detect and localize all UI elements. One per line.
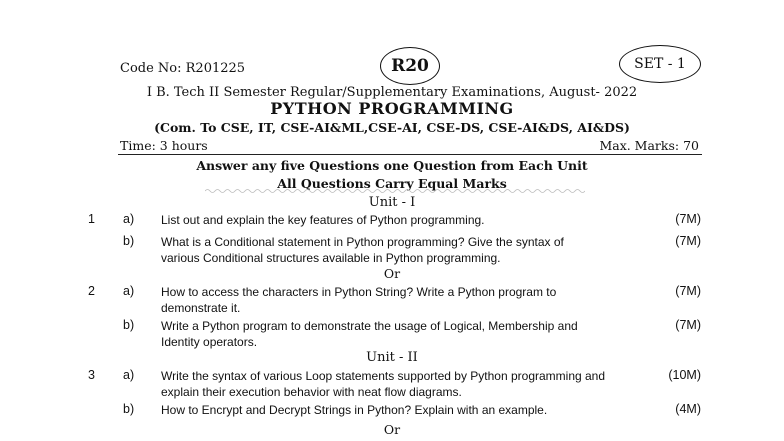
question-2-number: 2 [88, 284, 95, 298]
or-separator: Or [383, 422, 401, 437]
question-3a-label: a) [123, 368, 135, 382]
question-1a-marks: (7M) [675, 212, 701, 226]
header-divider [118, 154, 702, 155]
question-1b-text-line-2: various Conditional structures available in Python programming. [161, 251, 501, 265]
question-1b-marks: (7M) [675, 234, 701, 248]
common-to-line: (Com. To CSE, IT, CSE-AI&ML,CSE-AI, CSE-DS, CSE-AI&DS, AI&DS) [154, 120, 630, 135]
question-3b-label: b) [123, 402, 135, 416]
or-separator: Or [383, 266, 401, 281]
set-label: SET - 1 [634, 56, 686, 72]
code-number: Code No: R201225 [120, 61, 246, 76]
question-3b-text: How to Encrypt and Decrypt Strings in Python? Explain with an example. [161, 403, 548, 417]
regulation-badge [380, 47, 440, 85]
subject-title: PYTHON PROGRAMMING [270, 99, 514, 118]
question-1a-label: a) [123, 212, 135, 226]
question-2a-marks: (7M) [675, 284, 701, 298]
question-2b-label: b) [123, 318, 135, 332]
set-badge [619, 45, 701, 83]
question-2b-text-line-2: Identity operators. [161, 335, 258, 349]
question-3-number: 3 [88, 368, 95, 382]
question-3a-text-line-1: Write the syntax of various Loop statements supported by Python programming and [161, 369, 606, 383]
question-3a-text-line-2: explain their execution behavior with neat flow diagrams. [161, 385, 462, 399]
question-2b-text-line-1: Write a Python program to demonstrate the usage of Logical, Membership and [161, 319, 578, 333]
time-label: Time: 3 hours [120, 138, 208, 153]
regulation-label: R20 [391, 56, 429, 76]
question-1b-text-line-1: What is a Conditional statement in Python programming? Give the syntax of [161, 235, 564, 249]
max-marks-label: Max. Marks: 70 [599, 138, 699, 153]
question-1b-label: b) [123, 234, 135, 248]
question-2a-text-line-2: demonstrate it. [161, 301, 241, 315]
question-2a-label: a) [123, 284, 135, 298]
question-3b-marks: (4M) [675, 402, 701, 416]
instruction-line-1: Answer any five Questions one Question from Each Unit [196, 158, 588, 173]
question-3a-marks: (10M) [668, 368, 701, 382]
question-2b-marks: (7M) [675, 318, 701, 332]
question-1-number: 1 [88, 212, 95, 226]
unit-1-heading: Unit - I [368, 195, 416, 210]
decorative-squiggle [205, 188, 585, 194]
question-2a-text-line-1: How to access the characters in Python String? Write a Python program to [161, 285, 557, 299]
unit-2-heading: Unit - II [366, 350, 418, 365]
exam-title: I B. Tech II Semester Regular/Supplementary Examinations, August- 2022 [146, 85, 638, 100]
question-1a-text: List out and explain the key features of Python programming. [161, 213, 485, 227]
instruction-line-2: All Questions Carry Equal Marks [277, 176, 507, 191]
